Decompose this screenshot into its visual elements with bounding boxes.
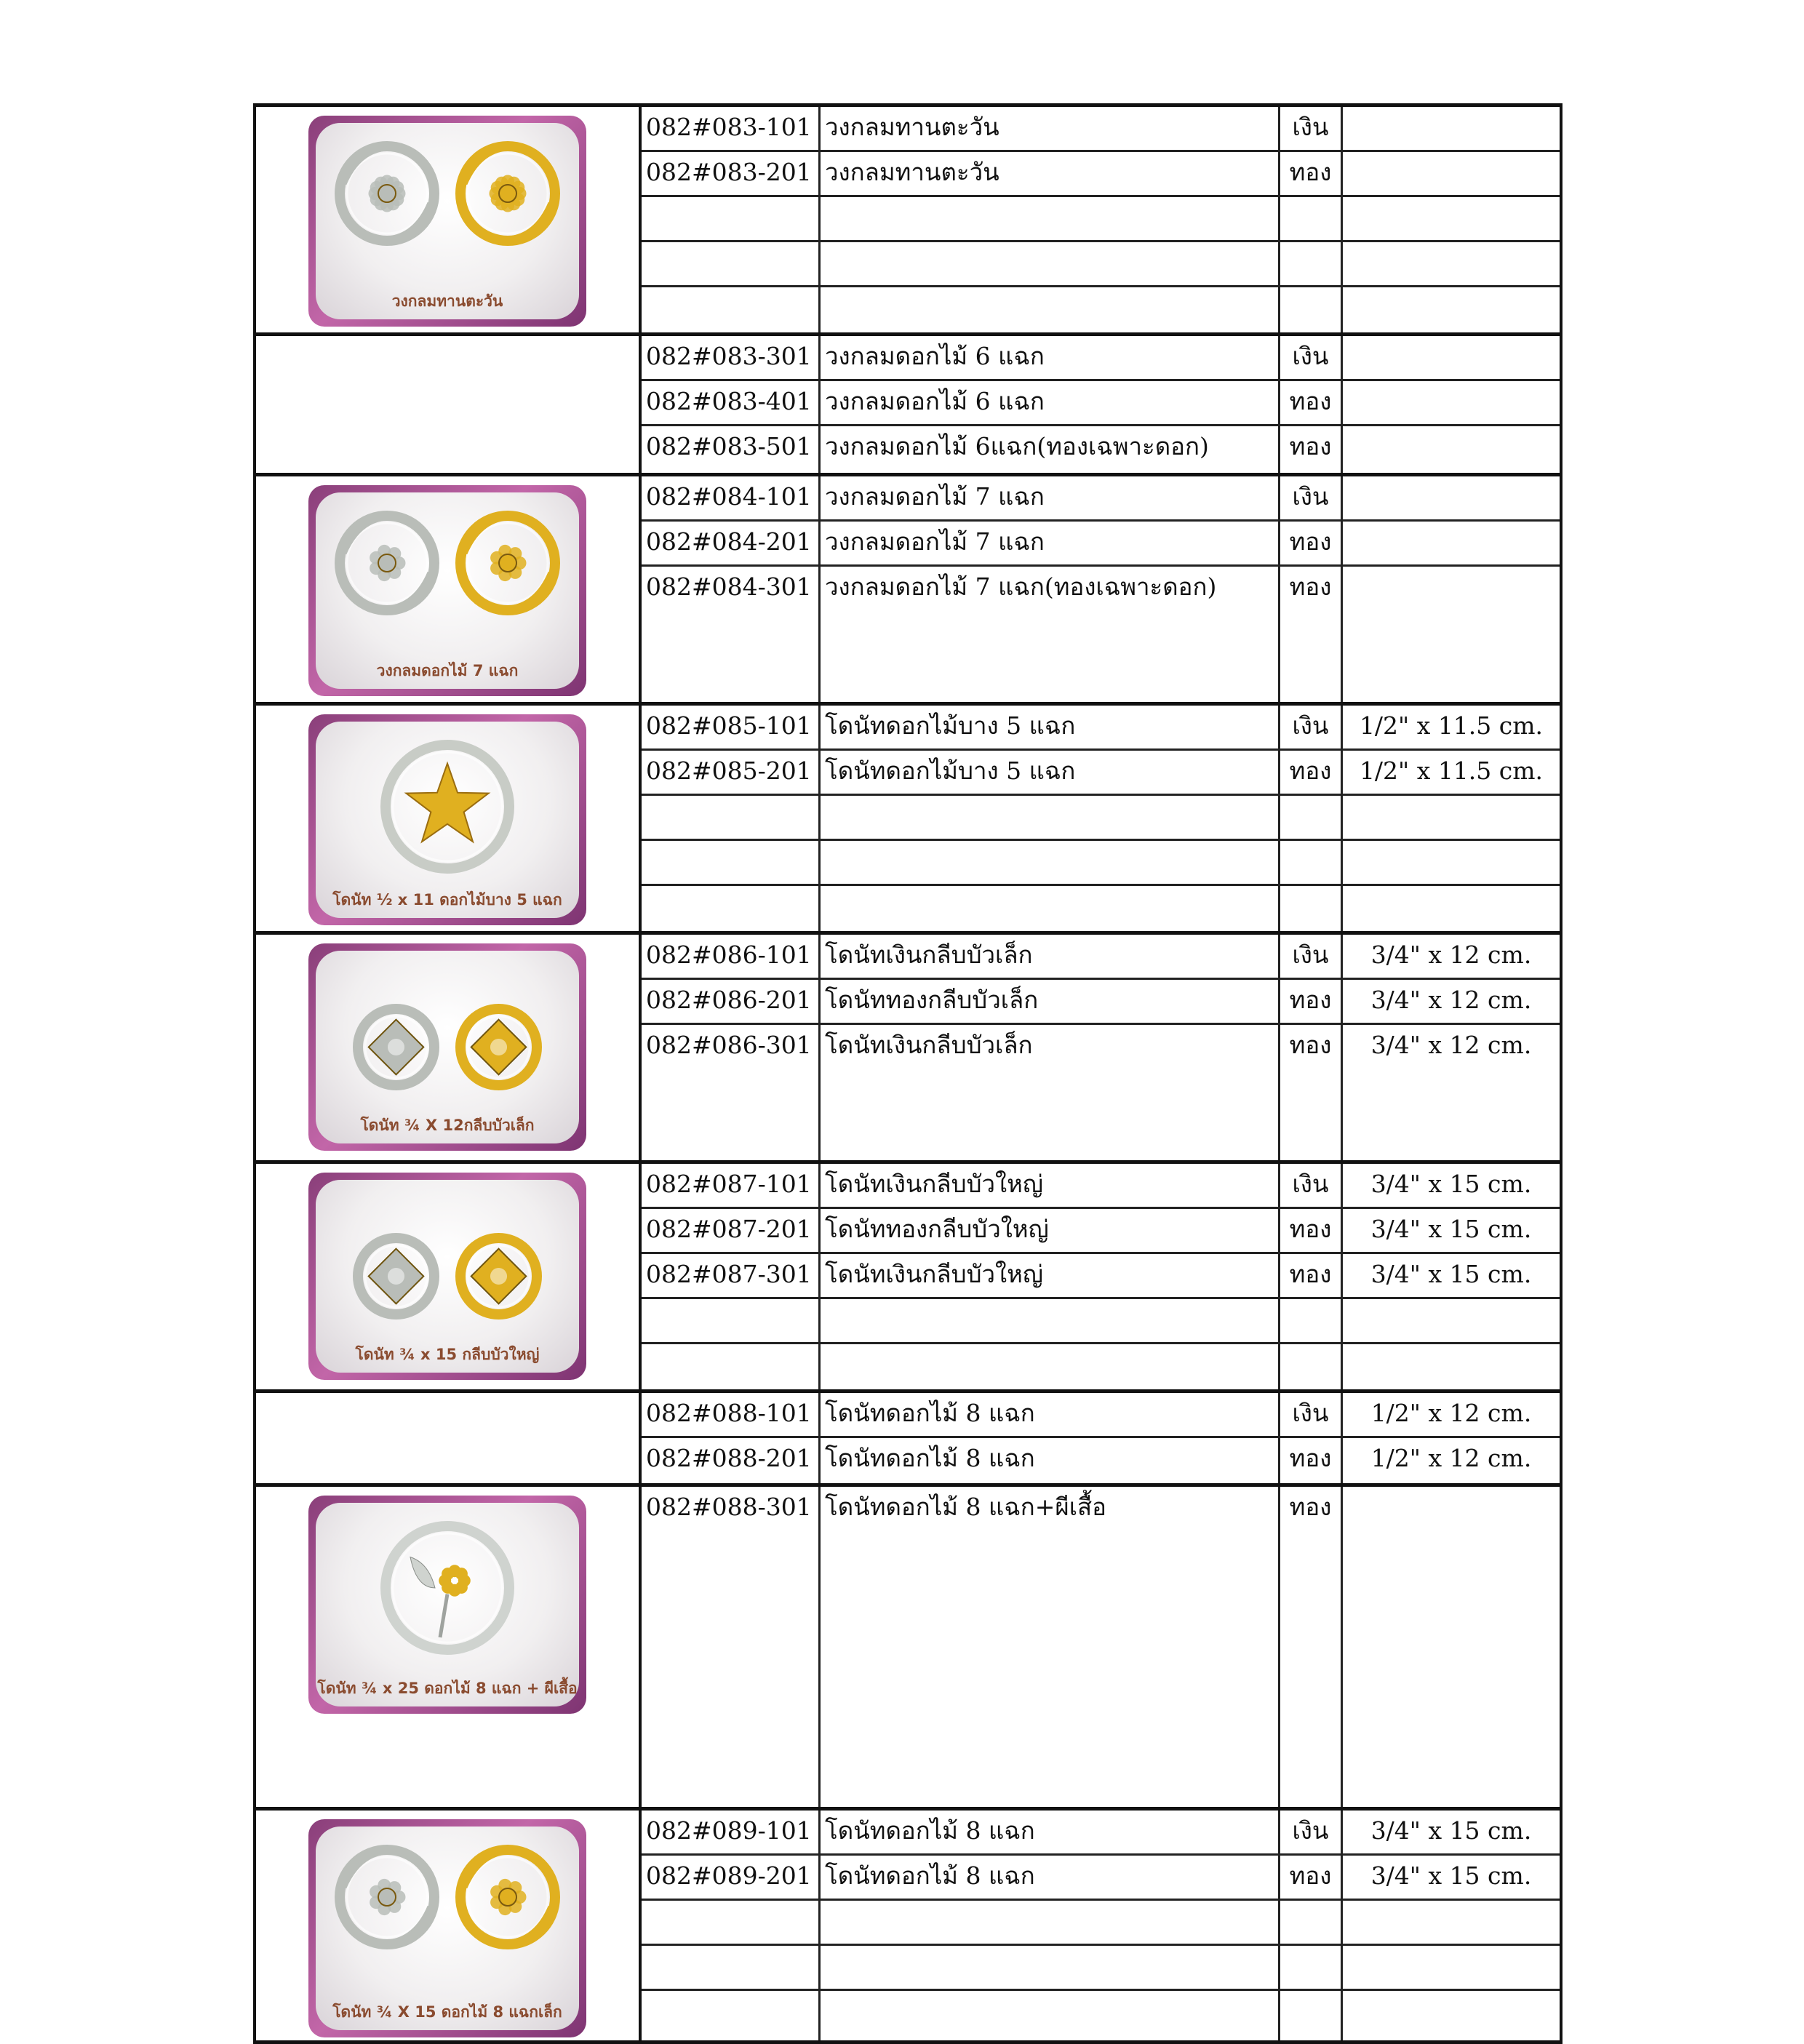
product-code: 082#085-101 [642, 706, 821, 748]
product-size [1343, 841, 1560, 884]
product-group [253, 1393, 1562, 1487]
product-size [1343, 336, 1560, 379]
table-row [642, 1209, 1560, 1254]
product-code: 082#086-201 [642, 980, 821, 1023]
product-size [1343, 796, 1560, 839]
product-code [642, 796, 821, 839]
product-group [253, 1164, 1562, 1393]
table-row [642, 197, 1560, 242]
product-code: 082#089-201 [642, 1856, 821, 1899]
product-color: ทอง [1280, 980, 1343, 1023]
product-group [253, 476, 1562, 706]
product-code: 082#085-201 [642, 751, 821, 794]
product-color: เงิน [1280, 476, 1343, 519]
product-code: 082#084-101 [642, 476, 821, 519]
product-name: โดนัททองกลีบบัวเล็ก [821, 980, 1280, 1023]
table-row [642, 567, 1560, 702]
product-photo-caption: โดนัท ¾ x 25 ดอกไม้ 8 แฉก + ผีเสื้อ [317, 1680, 578, 1697]
product-image-cell [253, 706, 642, 931]
product-name: โดนัทดอกไม้ 8 แฉก [821, 1811, 1280, 1853]
product-name: วงกลมดอกไม้ 7 แฉก [821, 476, 1280, 519]
product-name: โดนัทเงินกลีบบัวใหญ่ [821, 1164, 1280, 1207]
table-row [642, 287, 1560, 332]
product-name: โดนัทดอกไม้ 8 แฉก [821, 1393, 1280, 1436]
product-color: ทอง [1280, 751, 1343, 794]
product-color: เงิน [1280, 935, 1343, 978]
product-color: ทอง [1280, 1438, 1343, 1483]
product-size [1343, 287, 1560, 332]
product-photo [308, 1173, 586, 1380]
product-photo [308, 1496, 586, 1714]
product-name [821, 242, 1280, 285]
table-row [642, 1438, 1560, 1483]
table-row [642, 242, 1560, 287]
product-name: โดนัทเงินกลีบบัวใหญ่ [821, 1254, 1280, 1297]
product-size: 3/4" x 12 cm. [1370, 1031, 1532, 1059]
product-photo-caption: โดนัท ¾ X 12กลีบบัวเล็ก [360, 1117, 535, 1134]
product-code: 082#088-201 [642, 1438, 821, 1483]
product-size [1343, 1344, 1560, 1389]
product-color [1280, 1901, 1343, 1944]
product-name: วงกลมดอกไม้ 7 แฉก(ทองเฉพาะดอก) [821, 567, 1280, 702]
table-row [642, 1991, 1560, 2040]
table-row [642, 1946, 1560, 1991]
product-size: 3/4" x 15 cm. [1370, 1215, 1532, 1243]
product-size [1343, 197, 1560, 240]
table-row [642, 841, 1560, 886]
product-image-cell [253, 336, 642, 473]
table-row [642, 107, 1560, 152]
product-code [642, 886, 821, 931]
product-color [1280, 1991, 1343, 2040]
product-size [1343, 522, 1560, 564]
product-color: เงิน [1280, 1393, 1343, 1436]
product-photo [308, 943, 586, 1151]
product-name [821, 796, 1280, 839]
product-photo [308, 116, 586, 327]
product-color: เงิน [1280, 107, 1343, 150]
product-color [1280, 1299, 1343, 1342]
product-size [1343, 381, 1560, 424]
table-row [642, 1393, 1560, 1438]
product-code [642, 197, 821, 240]
product-code: 082#089-101 [642, 1811, 821, 1853]
product-color: ทอง [1280, 1254, 1343, 1297]
product-image-cell [253, 107, 642, 332]
product-name [821, 886, 1280, 931]
product-name: วงกลมทานตะวัน [821, 107, 1280, 150]
product-color: ทอง [1280, 522, 1343, 564]
product-name: วงกลมดอกไม้ 6 แฉก [821, 381, 1280, 424]
product-size [1343, 1946, 1560, 1989]
product-size: 3/4" x 15 cm. [1370, 1170, 1532, 1198]
table-row [642, 751, 1560, 796]
product-photo [308, 714, 586, 925]
product-code: 082#083-201 [642, 152, 821, 195]
product-size [1343, 1991, 1560, 2040]
product-name: โดนัทดอกไม้ 8 แฉก+ผีเสื้อ [821, 1487, 1280, 1807]
product-image-cell [253, 1487, 642, 1807]
table-row [642, 476, 1560, 522]
product-code: 082#084-301 [642, 567, 821, 702]
product-color: ทอง [1280, 1209, 1343, 1252]
product-group [253, 103, 1562, 336]
product-code: 082#087-301 [642, 1254, 821, 1297]
product-image-cell [253, 476, 642, 702]
product-photo-caption: โดนัท ¾ x 15 กลีบบัวใหญ่ [355, 1346, 540, 1363]
product-code [642, 1299, 821, 1342]
product-name [821, 1946, 1280, 1989]
table-row [642, 796, 1560, 841]
product-color [1280, 287, 1343, 332]
product-name: วงกลมดอกไม้ 6แฉก(ทองเฉพาะดอก) [821, 426, 1280, 473]
product-image-cell [253, 1811, 642, 2040]
product-size: 3/4" x 15 cm. [1370, 1816, 1532, 1845]
product-code [642, 1991, 821, 2040]
product-code: 082#087-201 [642, 1209, 821, 1252]
product-catalog-table [253, 103, 1562, 2044]
product-group [253, 935, 1562, 1164]
product-size [1343, 107, 1560, 150]
product-name: วงกลมทานตะวัน [821, 152, 1280, 195]
product-code: 082#086-301 [642, 1025, 821, 1160]
product-name [821, 1344, 1280, 1389]
product-code: 082#083-301 [642, 336, 821, 379]
product-color: เงิน [1280, 706, 1343, 748]
table-row [642, 426, 1560, 473]
product-color [1280, 1344, 1343, 1389]
gold-ornament-icon [453, 508, 562, 618]
product-color [1280, 197, 1343, 240]
product-color: ทอง [1280, 1487, 1343, 1807]
table-row [642, 1856, 1560, 1901]
product-color [1280, 841, 1343, 884]
product-code [642, 287, 821, 332]
product-code [642, 1344, 821, 1389]
product-image-cell [253, 1393, 642, 1483]
product-color: เงิน [1280, 1164, 1343, 1207]
product-group [253, 1811, 1562, 2044]
gold-ornament-icon [453, 139, 562, 248]
product-color: ทอง [1280, 1856, 1343, 1899]
product-name [821, 287, 1280, 332]
gold-ornament-icon [453, 1231, 544, 1322]
table-row [642, 1344, 1560, 1389]
product-code: 082#088-301 [642, 1487, 821, 1807]
product-size: 3/4" x 15 cm. [1370, 1260, 1532, 1288]
product-color: ทอง [1280, 1025, 1343, 1160]
product-code [642, 1901, 821, 1944]
product-color [1280, 886, 1343, 931]
table-row [642, 935, 1560, 980]
product-size: 1/2" x 11.5 cm. [1359, 756, 1544, 785]
gold-ornament-icon [453, 1002, 544, 1093]
product-name [821, 197, 1280, 240]
table-row [642, 1901, 1560, 1946]
product-code: 082#084-201 [642, 522, 821, 564]
silver-ornament-icon [351, 1002, 442, 1093]
product-size: 3/4" x 12 cm. [1370, 986, 1532, 1014]
product-name: โดนัทดอกไม้ 8 แฉก [821, 1438, 1280, 1483]
table-row [642, 1811, 1560, 1856]
product-name: โดนัทดอกไม้ 8 แฉก [821, 1856, 1280, 1899]
table-row [642, 522, 1560, 567]
product-code [642, 242, 821, 285]
table-row [642, 336, 1560, 381]
table-row [642, 1299, 1560, 1344]
product-code: 082#083-401 [642, 381, 821, 424]
product-size: 1/2" x 11.5 cm. [1359, 711, 1544, 740]
product-size [1343, 567, 1560, 702]
product-size [1343, 1299, 1560, 1342]
product-image-cell [253, 935, 642, 1160]
product-group [253, 706, 1562, 935]
product-group [253, 336, 1562, 476]
product-name: วงกลมดอกไม้ 7 แฉก [821, 522, 1280, 564]
silver-ornament-icon [332, 1843, 442, 1952]
silver-ornament-icon [332, 139, 442, 248]
product-color: เงิน [1280, 1811, 1343, 1853]
table-row [642, 1254, 1560, 1299]
table-row [642, 1487, 1560, 1807]
product-color: ทอง [1280, 567, 1343, 702]
product-size [1343, 152, 1560, 195]
product-size: 1/2" x 12 cm. [1370, 1444, 1532, 1472]
product-color: ทอง [1280, 381, 1343, 424]
product-photo-caption: โดนัท ¾ X 15 ดอกไม้ 8 แฉกเล็ก [332, 2003, 562, 2021]
product-photo [308, 1819, 586, 2037]
product-size [1343, 1901, 1560, 1944]
product-color: เงิน [1280, 336, 1343, 379]
ornament-ring-icon [378, 1519, 516, 1657]
silver-ornament-icon [351, 1231, 442, 1322]
product-name: โดนัทดอกไม้บาง 5 แฉก [821, 751, 1280, 794]
product-code: 082#083-101 [642, 107, 821, 150]
product-name: โดนัทดอกไม้บาง 5 แฉก [821, 706, 1280, 748]
table-row [642, 381, 1560, 426]
product-photo-caption: วงกลมทานตะวัน [391, 292, 503, 310]
table-row [642, 706, 1560, 751]
product-size: 3/4" x 12 cm. [1370, 941, 1532, 969]
product-photo [308, 485, 586, 696]
product-name [821, 841, 1280, 884]
product-photo-caption: โดนัท ½ x 11 ดอกไม้บาง 5 แฉก [332, 891, 562, 909]
product-color [1280, 796, 1343, 839]
product-group [253, 1487, 1562, 1811]
product-color [1280, 1946, 1343, 1989]
product-size [1343, 1487, 1560, 1807]
silver-ornament-icon [332, 508, 442, 618]
product-code: 082#087-101 [642, 1164, 821, 1207]
product-code: 082#088-101 [642, 1393, 821, 1436]
product-size [1343, 242, 1560, 285]
product-code [642, 841, 821, 884]
gold-ornament-icon [453, 1843, 562, 1952]
product-code [642, 1946, 821, 1989]
product-color: ทอง [1280, 152, 1343, 195]
product-name [821, 1299, 1280, 1342]
product-size [1343, 476, 1560, 519]
ornament-ring-icon [378, 738, 516, 876]
table-row [642, 1164, 1560, 1209]
product-color: ทอง [1280, 426, 1343, 473]
product-size: 1/2" x 12 cm. [1370, 1399, 1532, 1427]
product-code: 082#083-501 [642, 426, 821, 473]
product-size [1343, 426, 1560, 473]
product-color [1280, 242, 1343, 285]
table-row [642, 152, 1560, 197]
product-name [821, 1901, 1280, 1944]
product-size [1343, 886, 1560, 931]
table-row [642, 886, 1560, 931]
product-image-cell [253, 1164, 642, 1389]
product-name: วงกลมดอกไม้ 6 แฉก [821, 336, 1280, 379]
product-photo-caption: วงกลมดอกไม้ 7 แฉก [376, 662, 519, 679]
product-name: โดนัทเงินกลีบบัวเล็ก [821, 935, 1280, 978]
product-name [821, 1991, 1280, 2040]
product-name: โดนัทเงินกลีบบัวเล็ก [821, 1025, 1280, 1160]
product-name: โดนัททองกลีบบัวใหญ่ [821, 1209, 1280, 1252]
table-row [642, 980, 1560, 1025]
product-code: 082#086-101 [642, 935, 821, 978]
table-row [642, 1025, 1560, 1160]
product-size: 3/4" x 15 cm. [1370, 1861, 1532, 1890]
